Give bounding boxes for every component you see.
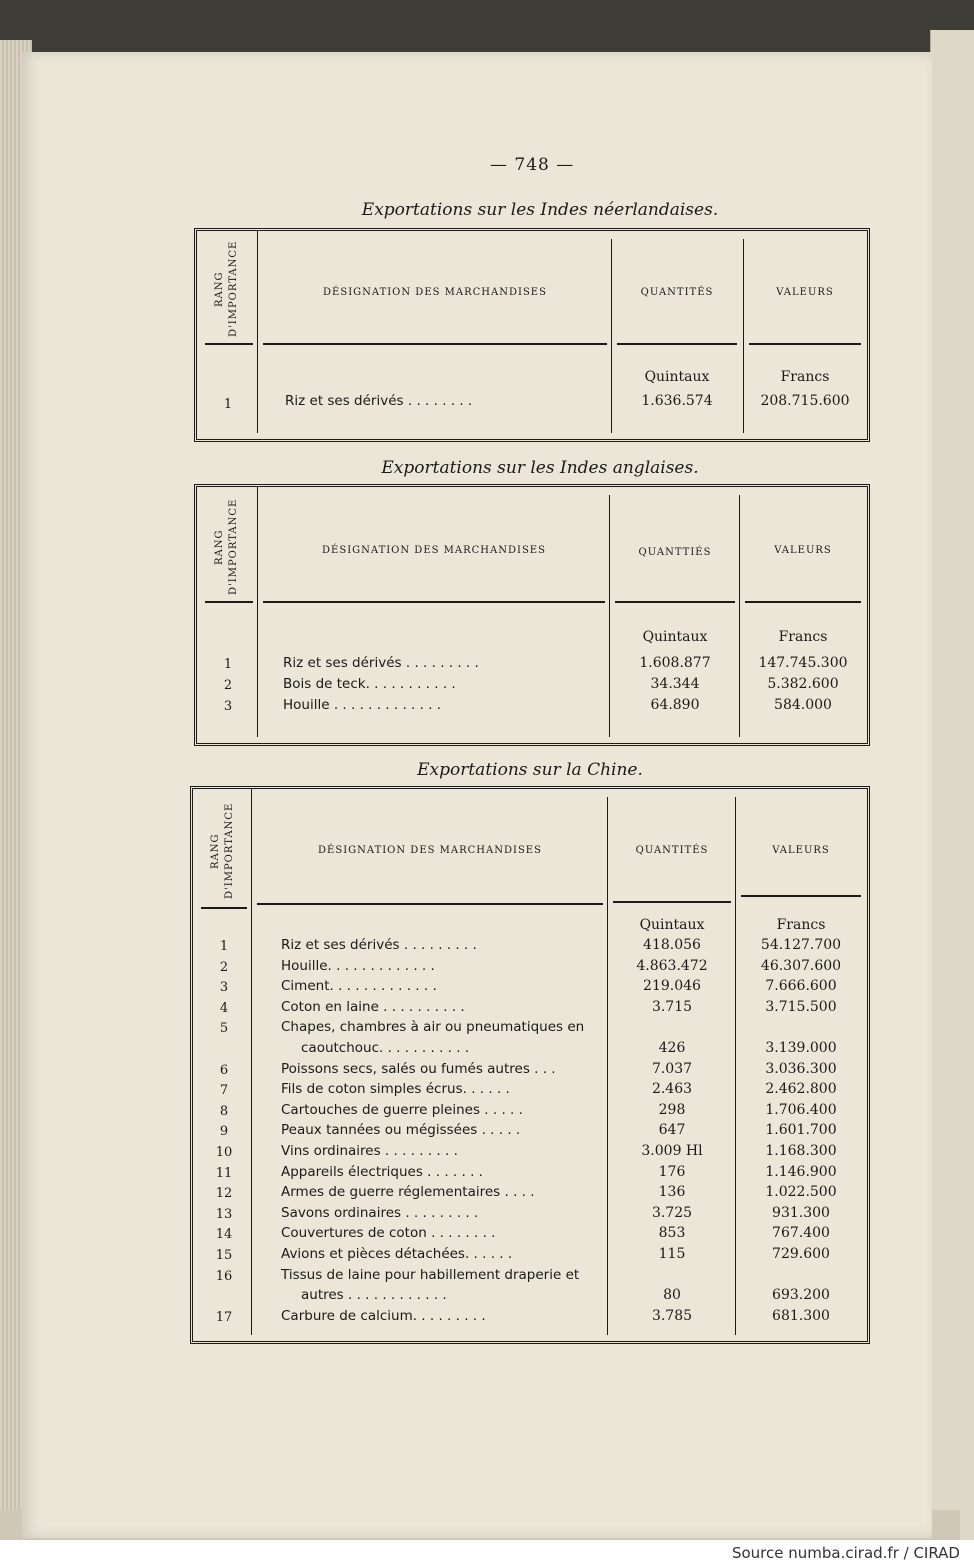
designation-header: DÉSIGNATION DES MARCHANDISES — [323, 287, 547, 298]
row-value: 1.168.300 — [765, 1143, 837, 1159]
row-value: 693.200 — [772, 1287, 830, 1304]
row-rank: 3 — [223, 699, 233, 714]
row-name: Tissus de laine pour habillement draperie et — [281, 1266, 580, 1283]
row-rank: 3 — [219, 980, 229, 996]
row-rank: 13 — [215, 1206, 233, 1222]
book-page-edges-right — [930, 30, 974, 1540]
row-value: 681.300 — [772, 1307, 830, 1324]
row-name-continued: autres . . . . . . . . . . . . — [301, 1287, 447, 1304]
row-quantity: 426 — [658, 1040, 686, 1056]
table-british-indies — [194, 484, 870, 746]
row-value: 1.706.400 — [765, 1101, 837, 1118]
row-quantity: 4.863.472 — [636, 957, 708, 974]
values-header: VALEURS — [774, 545, 832, 556]
row-rank: 2 — [219, 959, 229, 975]
row-quantity: 3.725 — [651, 1204, 693, 1221]
page-number: — 748 — — [490, 155, 575, 175]
row-rank: 8 — [219, 1103, 229, 1119]
row-name: Ciment. . . . . . . . . . . . . — [281, 978, 437, 995]
row-name: Avions et pièces détachées. . . . . . — [281, 1246, 513, 1262]
row-name: Fils de coton simples écrus. . . . . . — [281, 1081, 510, 1098]
row-rank: 11 — [215, 1165, 233, 1181]
row-rank: 12 — [215, 1186, 233, 1202]
row-rank: 14 — [215, 1227, 233, 1243]
row-name: Houille . . . . . . . . . . . . . — [283, 697, 442, 713]
row-quantity: 3.009 Hl — [641, 1143, 703, 1159]
quantities-header: QUANTITÉS — [635, 845, 709, 856]
row-quantity: 3.785 — [651, 1307, 693, 1324]
row-name: Carbure de calcium. . . . . . . . . — [281, 1307, 486, 1324]
row-rank: 6 — [219, 1062, 229, 1078]
table-china — [190, 786, 870, 1344]
unit-quintaux: Quintaux — [644, 369, 710, 385]
unit-francs: Francs — [776, 917, 826, 933]
designation-header: DÉSIGNATION DES MARCHANDISES — [318, 845, 542, 856]
row-value: 147.745.300 — [758, 655, 848, 671]
row-value: 931.300 — [772, 1204, 830, 1221]
row-rank: 5 — [219, 1021, 229, 1037]
row-name: Coton en laine . . . . . . . . . . — [281, 998, 465, 1015]
row-value: 3.139.000 — [765, 1040, 837, 1056]
designation-header: DÉSIGNATION DES MARCHANDISES — [322, 545, 546, 556]
row-name: Couvertures de coton . . . . . . . . — [281, 1225, 496, 1242]
source-caption: Source numba.cirad.fr / CIRAD — [731, 1544, 960, 1562]
row-value: 1.146.900 — [765, 1163, 837, 1180]
row-quantity: 136 — [658, 1184, 686, 1201]
row-name-continued: caoutchouc. . . . . . . . . . . — [301, 1040, 470, 1056]
row-quantity: 34.344 — [650, 676, 700, 692]
row-name: Chapes, chambres à air ou pneumatiques en — [281, 1019, 585, 1036]
row-rank: 15 — [215, 1248, 233, 1263]
quantities-header: QUANTITÉS — [640, 287, 714, 298]
row-quantity: 176 — [658, 1163, 686, 1180]
row-value: 5.382.600 — [767, 676, 839, 692]
row-name: Bois de teck. . . . . . . . . . . — [283, 676, 456, 692]
row-quantity: 418.056 — [643, 937, 701, 953]
row-rank: 9 — [219, 1124, 229, 1140]
values-header: VALEURS — [776, 287, 834, 298]
row-value: 3.715.500 — [765, 998, 837, 1015]
row-value: 584.000 — [774, 697, 832, 713]
row-quantity: 1.608.877 — [639, 655, 711, 671]
row-value: 1.022.500 — [765, 1184, 837, 1201]
table-3-title: Exportations sur la Chine. — [417, 760, 643, 780]
rank-header: RANG D'IMPORTANCE — [210, 802, 235, 900]
row-value: 208.715.600 — [760, 393, 850, 409]
row-name: Vins ordinaires . . . . . . . . . — [281, 1143, 458, 1159]
table-netherlands-indies — [194, 228, 870, 442]
row-value: 2.462.800 — [765, 1081, 837, 1098]
row-name: Riz et ses dérivés . . . . . . . . . — [283, 655, 479, 671]
row-name: Riz et ses dérivés . . . . . . . . . — [281, 937, 477, 953]
row-rank: 2 — [223, 678, 233, 693]
row-name: Appareils électriques . . . . . . . — [281, 1163, 483, 1180]
row-name: Savons ordinaires . . . . . . . . . — [281, 1204, 479, 1221]
row-quantity: 80 — [663, 1287, 681, 1304]
scan-background — [0, 0, 974, 60]
quantities-header: QUANTTIÉS — [638, 547, 712, 558]
row-name: Poissons secs, salés ou fumés autres . . . — [281, 1060, 556, 1077]
row-value: 46.307.600 — [760, 957, 842, 974]
row-rank: 1 — [219, 939, 229, 954]
row-rank: 4 — [219, 1000, 229, 1016]
row-quantity: 1.636.574 — [641, 393, 713, 409]
unit-francs: Francs — [780, 369, 830, 385]
unit-quintaux: Quintaux — [639, 917, 705, 933]
row-name: Riz et ses dérivés . . . . . . . . — [285, 393, 473, 409]
row-quantity: 219.046 — [643, 978, 701, 995]
values-header: VALEURS — [772, 845, 830, 856]
row-value: 1.601.700 — [765, 1122, 837, 1139]
unit-quintaux: Quintaux — [642, 629, 708, 645]
table-1-title: Exportations sur les Indes néerlandaises. — [361, 200, 719, 220]
row-name: Cartouches de guerre pleines . . . . . — [281, 1101, 523, 1118]
row-rank: 7 — [219, 1083, 229, 1099]
caption-bar — [0, 1540, 974, 1566]
row-rank: 16 — [215, 1268, 233, 1284]
row-quantity: 853 — [658, 1225, 686, 1242]
row-rank: 17 — [215, 1309, 233, 1325]
row-quantity: 3.715 — [651, 998, 693, 1015]
row-quantity: 2.463 — [651, 1081, 693, 1098]
unit-francs: Francs — [778, 629, 828, 645]
row-value: 7.666.600 — [765, 978, 837, 995]
row-rank: 10 — [215, 1145, 233, 1160]
row-quantity: 115 — [658, 1246, 686, 1262]
row-rank: 1 — [223, 397, 233, 412]
row-quantity: 7.037 — [651, 1060, 693, 1077]
row-value: 3.036.300 — [765, 1060, 837, 1077]
row-value: 729.600 — [772, 1246, 830, 1262]
row-quantity: 647 — [658, 1122, 686, 1139]
table-2-title: Exportations sur les Indes anglaises. — [381, 458, 699, 478]
rank-header: RANG D'IMPORTANCE — [214, 498, 239, 596]
row-rank: 1 — [223, 657, 233, 672]
rank-header: RANG D'IMPORTANCE — [214, 240, 239, 338]
row-name: Houille. . . . . . . . . . . . . — [281, 957, 435, 974]
row-quantity: 298 — [658, 1101, 686, 1118]
row-name: Armes de guerre réglementaires . . . . — [281, 1184, 535, 1201]
row-value: 767.400 — [772, 1225, 830, 1242]
row-quantity: 64.890 — [650, 697, 700, 713]
row-value: 54.127.700 — [760, 937, 842, 953]
row-name: Peaux tannées ou mégissées . . . . . — [281, 1122, 521, 1139]
